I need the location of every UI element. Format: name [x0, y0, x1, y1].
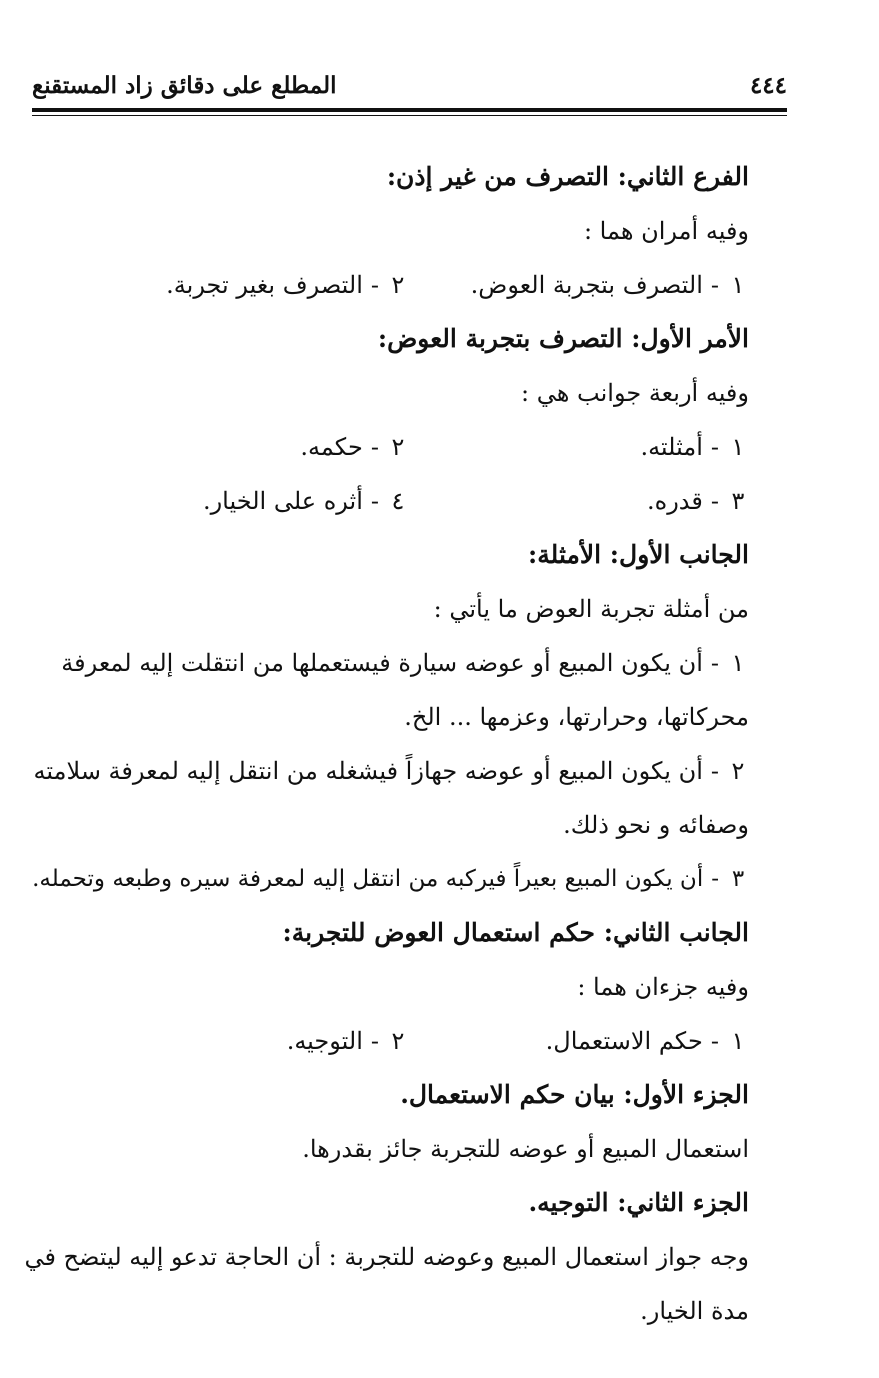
- paragraph-continuation: وصفائه و نحو ذلك.: [563, 811, 749, 839]
- list-item: ١-أمثلته.: [640, 433, 745, 461]
- section-heading: الفرع الثاني: التصرف من غير إذن:: [386, 162, 749, 191]
- list-item: ١-أن يكون المبيع أو عوضه سيارة فيستعملها من انتقلت إليه لمعرفة: [61, 649, 745, 677]
- enumerated-pair: [32, 474, 749, 528]
- list-item: ١-حكم الاستعمال.: [545, 1027, 745, 1055]
- section-heading: الجزء الأول: بيان حكم الاستعمال.: [400, 1080, 749, 1109]
- list-item: ٢-التصرف بغير تجربة.: [166, 271, 405, 299]
- paragraph: وفيه أربعة جوانب هي :: [521, 379, 749, 407]
- paragraph: وفيه أمران هما :: [583, 217, 749, 245]
- paragraph-continuation: مدة الخيار.: [640, 1297, 749, 1325]
- header-rule-thin: [32, 115, 787, 116]
- paragraph: وفيه جزءان هما :: [577, 973, 749, 1001]
- paragraph: من أمثلة تجربة العوض ما يأتي :: [433, 595, 749, 623]
- running-header: [32, 70, 787, 104]
- list-item: ٤-أثره على الخيار.: [202, 487, 405, 515]
- section-heading: الأمر الأول: التصرف بتجربة العوض:: [377, 324, 749, 353]
- paragraph: استعمال المبيع أو عوضه للتجربة جائز بقدرها.: [302, 1135, 749, 1163]
- page-body: [24, 150, 749, 1338]
- enumerated-pair: [32, 1014, 749, 1068]
- paragraph: وجه جواز استعمال المبيع وعوضه للتجربة : أن الحاجة تدعو إليه ليتضح في: [24, 1243, 749, 1271]
- list-item: ١-التصرف بتجربة العوض.: [470, 271, 745, 299]
- list-item: ٢-حكمه.: [300, 433, 405, 461]
- book-title: المطلع على دقائق زاد المستقنع: [32, 72, 337, 99]
- page-number: ٤٤٤: [749, 72, 787, 99]
- section-heading: الجانب الثاني: حكم استعمال العوض للتجربة:: [282, 918, 749, 947]
- enumerated-pair: [32, 258, 749, 312]
- header-rule-thick: [32, 108, 787, 112]
- list-item: ٣-قدره.: [647, 487, 745, 515]
- enumerated-pair: [32, 420, 749, 474]
- list-item: ٣-أن يكون المبيع بعيراً فيركبه من انتقل إليه لمعرفة سيره وطبعه وتحمله.: [32, 866, 745, 892]
- list-item: ٢-أن يكون المبيع أو عوضه جهازاً فيشغله من انتقل إليه لمعرفة سلامته: [33, 757, 745, 785]
- section-heading: الجزء الثاني: التوجيه.: [528, 1188, 749, 1217]
- paragraph-continuation: محركاتها، وحرارتها، وعزمها ... الخ.: [404, 703, 749, 731]
- list-item: ٢-التوجيه.: [286, 1027, 405, 1055]
- section-heading: الجانب الأول: الأمثلة:: [528, 540, 749, 569]
